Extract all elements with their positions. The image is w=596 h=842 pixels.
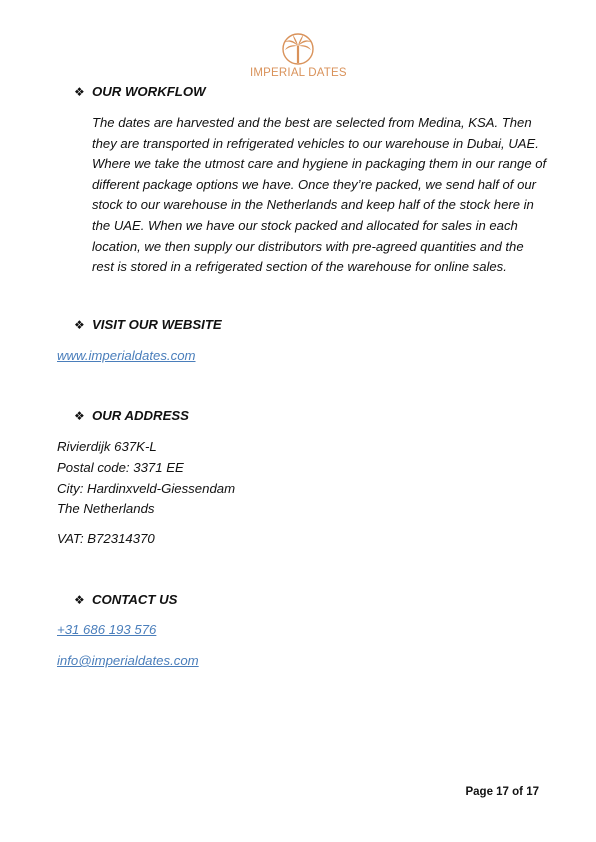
address-heading xyxy=(74,408,189,423)
paragraph-line: The dates are harvested and the best are selected from Medina, KSA. Then xyxy=(92,115,532,130)
paragraph-line: the UAE. When we have our stock packed and allocated for sales in each xyxy=(92,217,518,233)
paragraph-line: they are transported in refrigerated vehicles to our warehouse in Dubai, UAE. xyxy=(92,135,539,151)
paragraph-line: rest is stored in a refrigerated section of the warehouse for online sales. xyxy=(92,259,507,275)
address-title: OUR ADDRESS xyxy=(92,408,189,423)
paragraph-line: stock to our warehouse in the Netherlands and keep half of the stock here in xyxy=(92,197,534,213)
workflow-heading xyxy=(74,84,206,99)
phone-link[interactable]: +31 686 193 576 xyxy=(57,622,157,637)
address-country: The Netherlands xyxy=(57,501,155,516)
palm-tree-emblem-icon xyxy=(281,32,315,66)
address-city: City: Hardinxveld-Giessendam xyxy=(57,481,236,496)
diamond-bullet-icon: ❖ xyxy=(74,85,85,99)
workflow-title: OUR WORKFLOW xyxy=(92,84,206,99)
paragraph-line: Where we take the utmost care and hygiene in packaging them in our range of xyxy=(92,156,547,172)
website-link[interactable]: www.imperialdates.com xyxy=(57,348,196,363)
diamond-bullet-icon: ❖ xyxy=(74,593,85,607)
paragraph-line: different package options we have. Once they’re packed, we send half of our xyxy=(92,176,537,192)
vat-number: VAT: B72314370 xyxy=(57,531,155,546)
address-postal-code: Postal code: 3371 EE xyxy=(57,460,184,475)
website-title: VISIT OUR WEBSITE xyxy=(92,317,222,332)
brand-name: IMPERIAL DATES xyxy=(250,67,347,79)
workflow-paragraph xyxy=(92,113,547,278)
contact-title: CONTACT US xyxy=(92,592,178,607)
address-street: Rivierdijk 637K-L xyxy=(57,439,157,454)
paragraph-line: location, we then supply our distributors with pre-agreed quantities and the xyxy=(92,238,524,254)
page-number: Page 17 of 17 xyxy=(465,786,539,798)
email-link[interactable]: info@imperialdates.com xyxy=(57,653,199,668)
diamond-bullet-icon: ❖ xyxy=(74,409,85,423)
brand-logo xyxy=(250,32,346,79)
contact-heading xyxy=(74,592,177,607)
website-heading xyxy=(74,317,222,332)
diamond-bullet-icon: ❖ xyxy=(74,318,85,332)
